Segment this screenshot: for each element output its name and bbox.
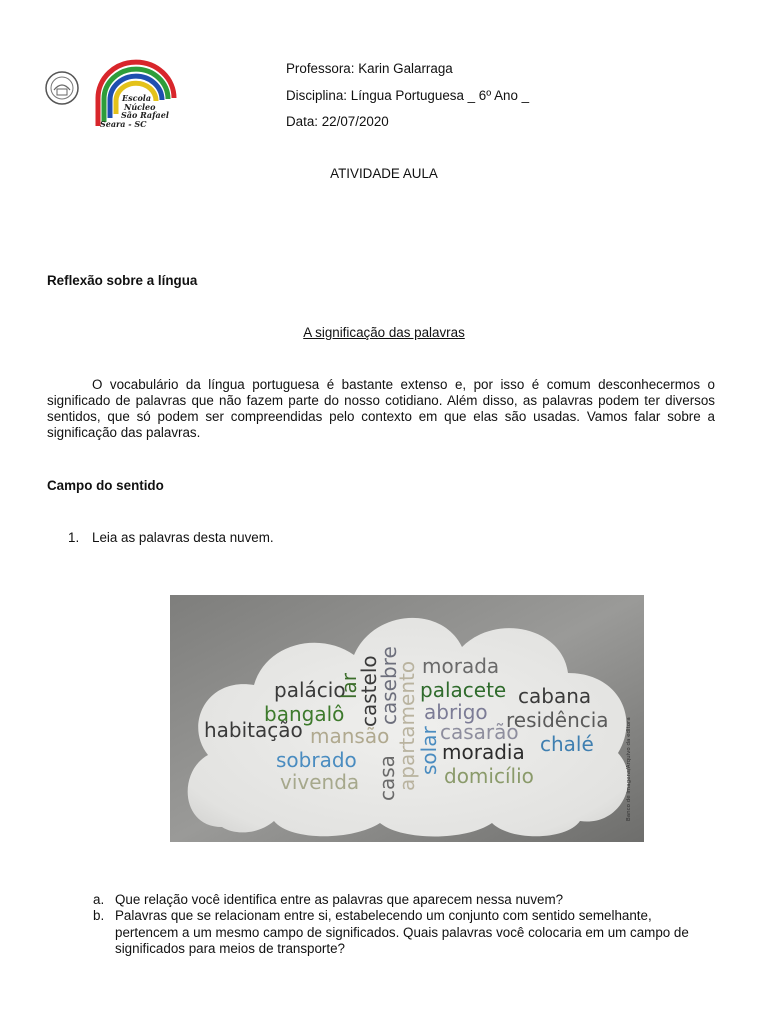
cloud-word: casa [375,755,399,801]
cloud-word: apartamento [395,660,419,791]
subquestion-marker: a. [93,892,105,907]
cloud-word: cabana [518,684,592,708]
cloud-word: palácio [274,678,346,702]
seal-logo [44,70,80,106]
cloud-word: casebre [377,646,401,725]
cloud-word: mansão [310,724,390,748]
activity-title: ATIVIDADE AULA [330,166,438,181]
logo-text-line: Escola [122,93,152,103]
cloud-word: solar [417,726,441,775]
logo-text-line: São Rafael [121,110,169,120]
topic-title: A significação das palavras [303,325,465,340]
intro-paragraph: O vocabulário da língua portuguesa é bastante extenso e, por isso é comum desconhecermos o significado de palavras que não fazem parte do nosso cotidiano. Além disso, as palavras podem ter diversos sentidos, que só podem ser compreendidas pelo contexto em que elas são usadas. Vamos falar sobre a significação das palavras. [47,377,715,440]
subquestion-a [93,892,713,909]
discipline: Disciplina: Língua Portuguesa _ 6º Ano _ [286,88,530,103]
section-heading-campo: Campo do sentido [47,478,164,493]
teacher-name: Professora: Karin Galarraga [286,61,453,76]
cloud-word: lar [337,672,361,699]
cloud-word: moradia [442,740,525,764]
cloud-word: castelo [357,655,381,727]
subquestion-marker: b. [93,908,105,923]
cloud-word: casarão [440,720,519,744]
question-number: 1. [68,530,80,545]
image-credit: Banco de imagens/Arquivo da editora [626,717,632,821]
cloud-word: residência [506,708,609,732]
cloud-word: bangalô [264,702,345,726]
cloud-word: palacete [420,678,507,702]
cloud-word: abrigo [424,700,488,724]
question-text: Leia as palavras desta nuvem. [92,530,274,545]
subquestion-text: Que relação você identifica entre as palavras que aparecem nessa nuvem? [115,892,564,907]
date: Data: 22/07/2020 [286,114,389,129]
cloud-word: domicílio [444,764,534,788]
word-cloud-svg [170,595,644,842]
cloud-word: chalé [540,732,594,756]
cloud-word: sobrado [276,748,357,772]
section-heading-reflexao: Reflexão sobre a língua [47,273,198,288]
cloud-word: vivenda [280,770,360,794]
subquestion-b [93,908,713,958]
logo-text-line: Núcleo [124,101,156,112]
school-logo [88,58,188,134]
question-1 [68,530,274,545]
subquestion-text: Palavras que se relacionam entre si, estabelecendo um conjunto com sentido semelhante, pertencem a um mesmo campo de significados. Quais palavras você colocaria em um campo de significados para meios de transporte? [115,908,689,956]
word-cloud-image [170,595,644,842]
cloud-word: morada [422,654,500,678]
cloud-word: habitação [204,718,303,742]
logo-text-line: Seara - SC [100,118,147,129]
